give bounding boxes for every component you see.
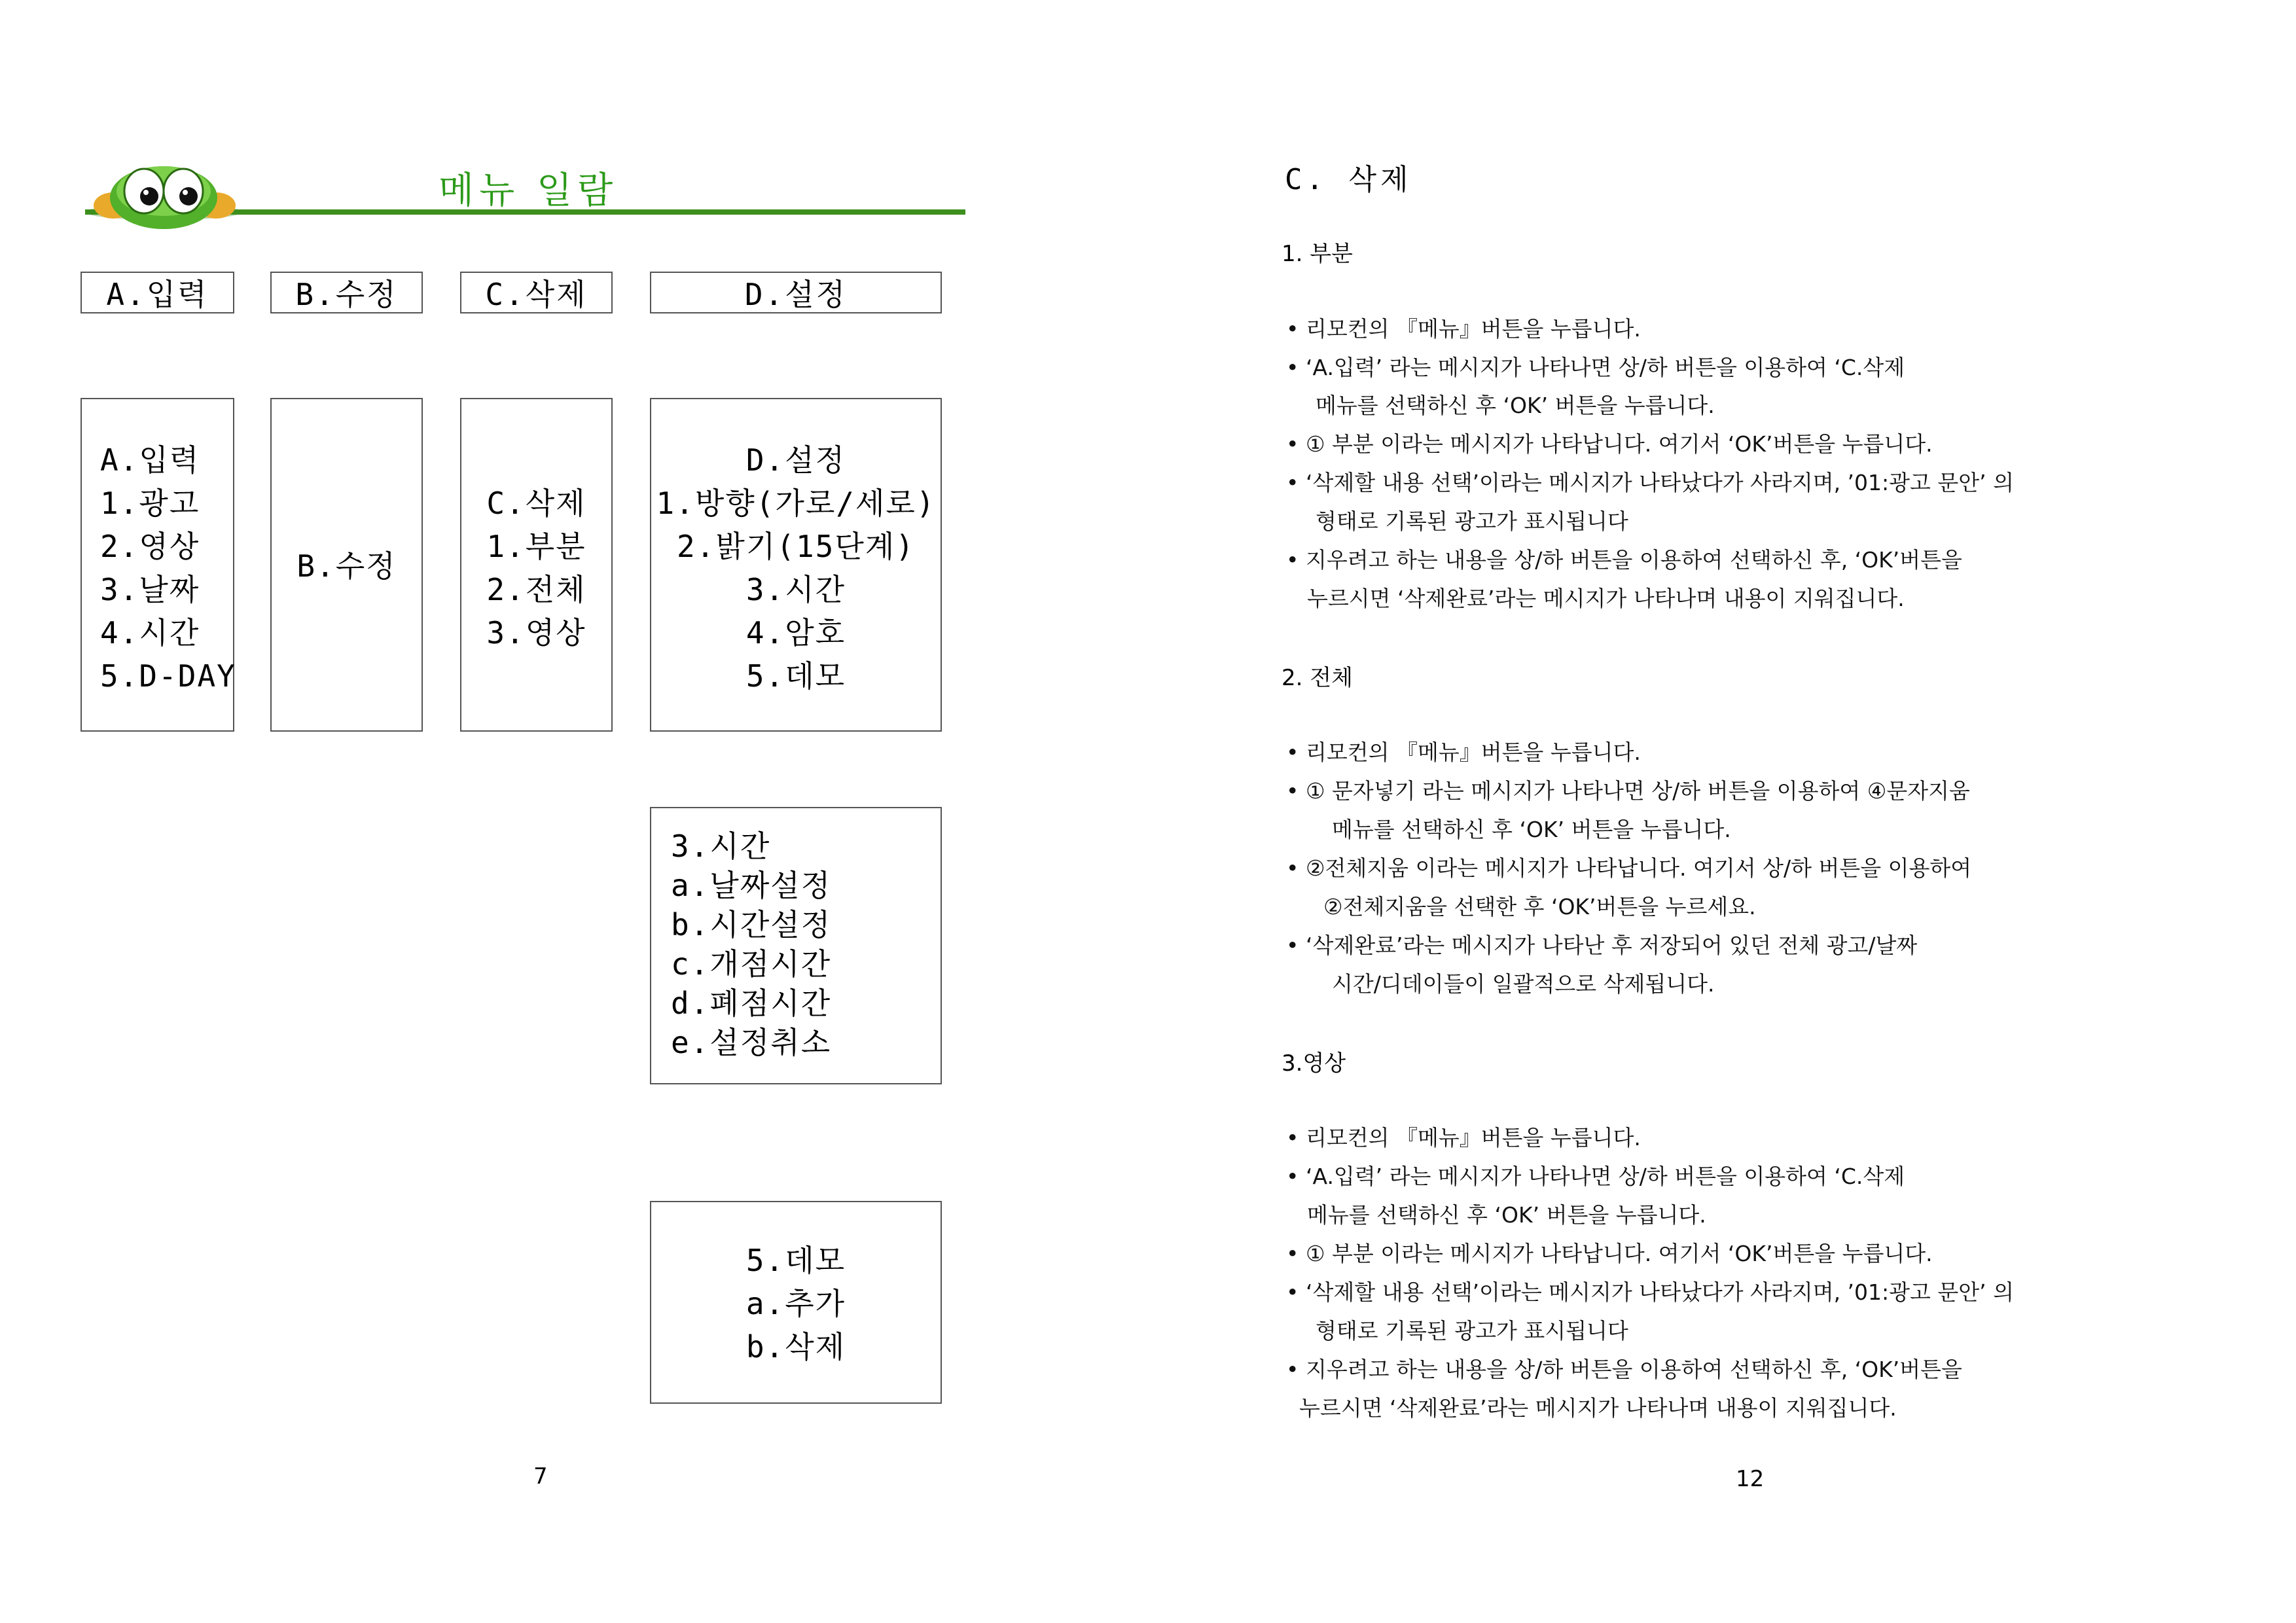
delete-menu-box [460, 398, 613, 732]
s3-line: • ‘삭제할 내용 선택’이라는 메시지가 나타났다가 사라지며, ’01:광고 문안’ 의 [1286, 1279, 2015, 1305]
input-menu-text: A.입력 1.광고 2.영상 3.날짜 4.시간 5.D-DAY [100, 442, 236, 694]
s3-line: • 지우려고 하는 내용을 상/하 버튼을 이용하여 선택하신 후, ‘OK’버튼을 [1286, 1357, 1962, 1382]
header-box-settings: D.설정 [650, 272, 942, 313]
demo-submenu-text: 5.데모 a.추가 b.삭제 [745, 1243, 846, 1364]
settings-menu-text: D.설정 1.방향(가로/세로) 2.밝기(15단계) 3.시간 4.암호 5.데모 [656, 442, 936, 694]
s1-line: • ‘삭제할 내용 선택’이라는 메시지가 나타났다가 사라지며, ’01:광고 문안’ 의 [1286, 470, 2015, 495]
delete-menu-text: C.삭제 1.부분 2.전체 3.영상 [486, 486, 586, 651]
s3-line: 메뉴를 선택하신 후 ‘OK’ 버튼을 누릅니다. [1307, 1202, 1706, 1228]
s2-line: • ②전체지움 이라는 메시지가 나타납니다. 여기서 상/하 버튼을 이용하여 [1286, 855, 1972, 881]
s3-line: • 리모컨의 『메뉴』버튼을 누릅니다. [1286, 1125, 1641, 1150]
s2-line: • ‘삭제완료’라는 메시지가 나타난 후 저장되어 있던 전체 광고/날짜 [1286, 933, 1918, 958]
header-box-edit: B.수정 [270, 272, 423, 313]
section1-heading: 1. 부분 [1282, 241, 1353, 267]
s3-line: • ① 부분 이라는 메시지가 나타납니다. 여기서 ‘OK’버튼을 누릅니다. [1286, 1241, 1933, 1266]
time-submenu-text: 3.시간 a.날짜설정 b.시간설정 c.개점시간 d.폐점시간 e.설정취소 [671, 829, 832, 1060]
s2-line: 메뉴를 선택하신 후 ‘OK’ 버튼을 누릅니다. [1332, 817, 1731, 842]
s2-line: • 리모컨의 『메뉴』버튼을 누릅니다. [1286, 740, 1641, 765]
s2-line: ②전체지움을 선택한 후 ‘OK’버튼을 누르세요. [1323, 894, 1756, 919]
section3-heading: 3.영상 [1282, 1050, 1346, 1077]
section2-heading: 2. 전체 [1282, 665, 1353, 691]
s3-line: • ‘A.입력’ 라는 메시지가 나타나면 상/하 버튼을 이용하여 ‘C.삭제 [1286, 1164, 1905, 1189]
edit-menu-text: B.수정 [296, 548, 397, 584]
s1-line: • ‘A.입력’ 라는 메시지가 나타나면 상/하 버튼을 이용하여 ‘C.삭제 [1286, 355, 1905, 380]
input-menu-box [81, 398, 234, 732]
demo-submenu-box [650, 1201, 942, 1404]
header-box-delete: C.삭제 [460, 272, 613, 313]
edit-menu-box [270, 398, 423, 732]
s2-line: 시간/디데이들이 일괄적으로 삭제됩니다. [1332, 971, 1715, 997]
s3-line: 형태로 기록된 광고가 표시됩니다 [1316, 1318, 1628, 1344]
s1-line: 누르시면 ‘삭제완료’라는 메시지가 나타나며 내용이 지워집니다. [1307, 586, 1905, 611]
s1-line: • 리모컨의 『메뉴』버튼을 누릅니다. [1286, 316, 1641, 342]
page-number-left: 7 [533, 1463, 548, 1489]
menu-list-title: 메뉴 일람 [439, 169, 619, 212]
s1-line: 메뉴를 선택하신 후 ‘OK’ 버튼을 누릅니다. [1316, 393, 1715, 418]
s2-line: • ① 문자넣기 라는 메시지가 나타나면 상/하 버튼을 이용하여 ④문자지움 [1286, 778, 1970, 804]
page-number-right: 12 [1736, 1466, 1765, 1492]
time-submenu-box [650, 807, 942, 1084]
settings-menu-box [650, 398, 942, 732]
eyes-mascot-icon [82, 152, 245, 230]
section-title-delete: C. 삭제 [1285, 163, 1412, 196]
header-box-input: A.입력 [81, 272, 234, 313]
s1-line: 형태로 기록된 광고가 표시됩니다 [1316, 508, 1628, 534]
s1-line: • ① 부분 이라는 메시지가 나타납니다. 여기서 ‘OK’버튼을 누릅니다. [1286, 431, 1933, 457]
s3-line: 누르시면 ‘삭제완료’라는 메시지가 나타나며 내용이 지워집니다. [1299, 1395, 1897, 1421]
s1-line: • 지우려고 하는 내용을 상/하 버튼을 이용하여 선택하신 후, ‘OK’버튼을 [1286, 547, 1962, 573]
